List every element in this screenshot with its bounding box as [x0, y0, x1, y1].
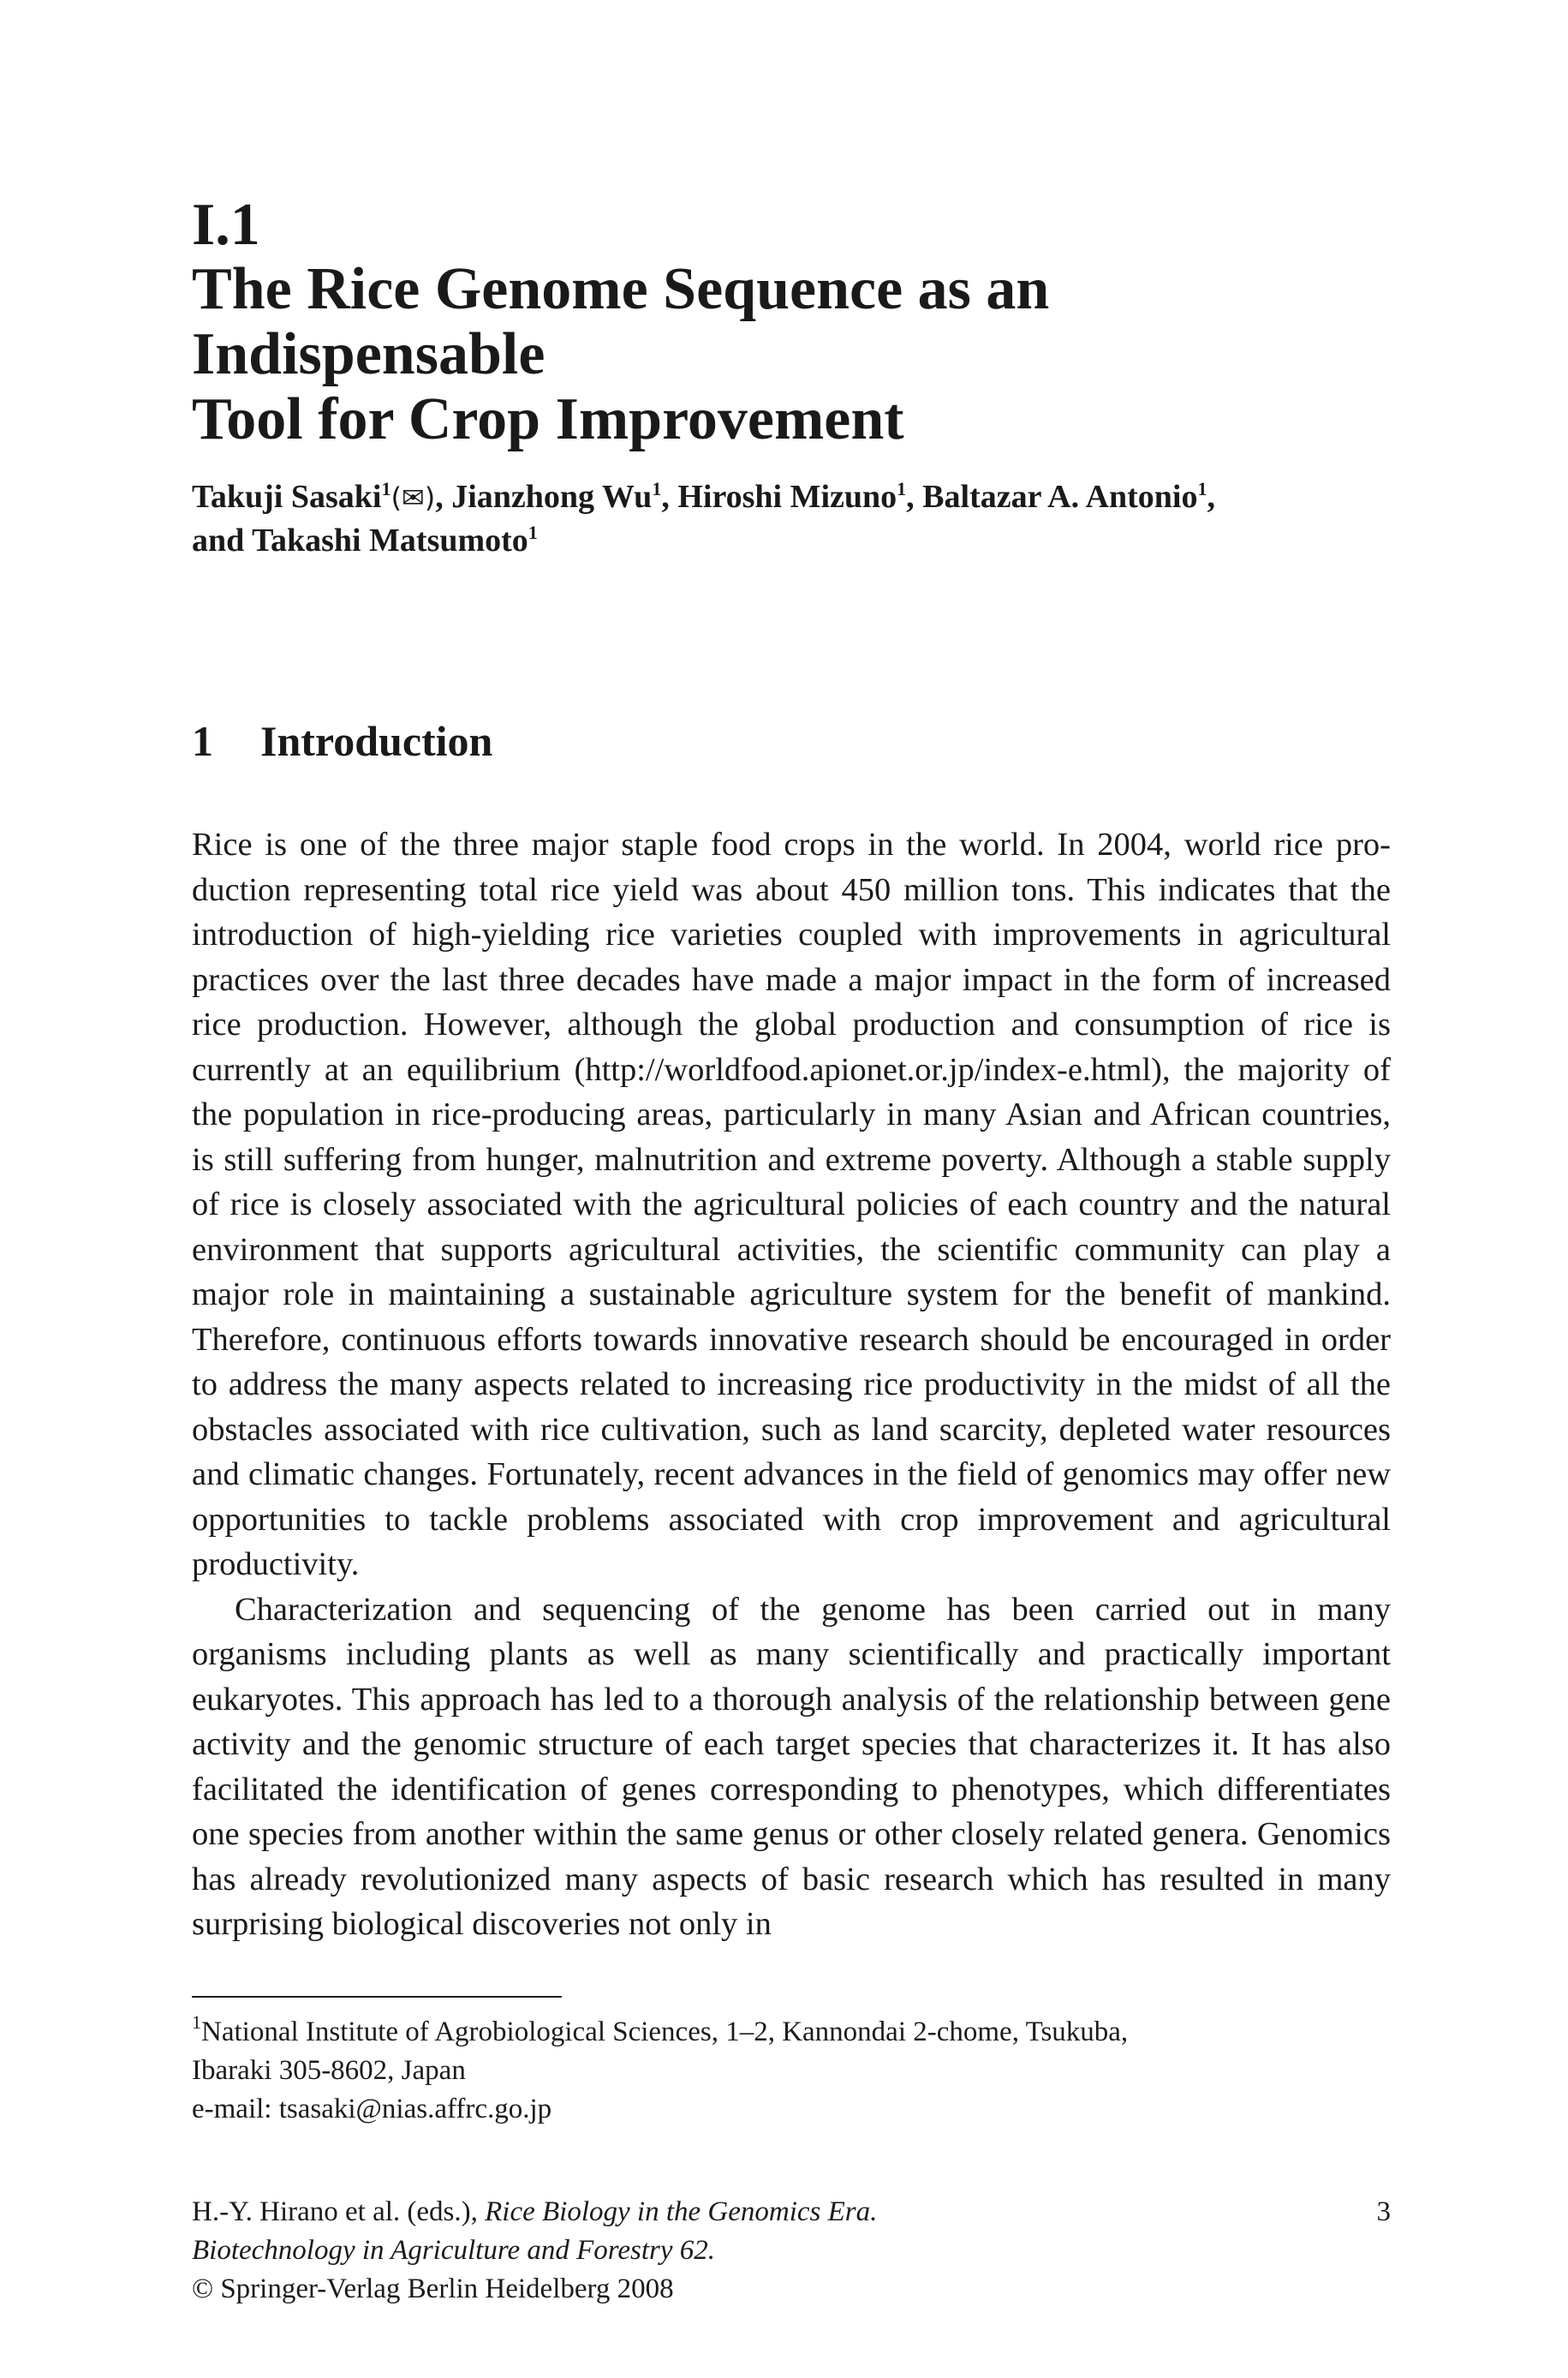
page-number: 3: [1376, 2196, 1391, 2227]
author-affiliation-mark: 1: [381, 478, 391, 499]
footnote-line: Ibaraki 305-8602, Japan: [192, 2055, 466, 2086]
section-title: Introduction: [260, 717, 493, 765]
citation-book-title: Rice Biology in the Genomics Era.: [485, 2196, 878, 2227]
footnote-email: e-mail: tsasaki@nias.affrc.go.jp: [192, 2094, 552, 2124]
citation-editors: H.-Y. Hirano et al. (eds.),: [192, 2196, 486, 2227]
footnote-affiliation: National Institute of Agrobiological Sciences, 1–2, Kannondai 2-chome, Tsukuba,: [201, 2017, 1129, 2047]
author-name: and Takashi Matsumoto: [192, 523, 528, 559]
section-heading: [192, 717, 493, 765]
citation-series-title: Biotechnology in Agriculture and Forestry 62.: [192, 2235, 716, 2266]
section-number: 1: [192, 717, 213, 765]
author-affiliation-mark: 1: [897, 478, 907, 499]
paragraph: Characterization and sequencing of the genome has been carried out in many organisms including plants as well as many scientifically and practically important eukaryotes. This approach has led to a thorough analysis of the relationship between gene activity and the genomic structure of each target species that characterizes it. It has also facilitated the identification of genes corresponding to phenotypes, which differentiates one species from another within the same genus or other closely related genera. Genomics has already revolutionized many aspects of basic research which has resulted in many surprising biological discoveries not only in: [192, 1591, 1391, 1942]
author-affiliation-mark: 1: [1197, 478, 1207, 499]
footnote-mark: 1: [192, 2011, 201, 2033]
citation-series: [192, 2232, 1391, 2270]
body-text: [192, 822, 1391, 1947]
author-name: Hiroshi Mizuno: [677, 479, 897, 515]
author-affiliation-mark: 1: [528, 522, 538, 543]
envelope-icon: (✉): [391, 481, 436, 514]
chapter-title-line-2: Tool for Crop Improvement: [192, 386, 904, 452]
citation-copyright: © Springer-Verlag Berlin Heidelberg 2008: [192, 2273, 674, 2304]
paragraph: Rice is one of the three major staple food crops in the world. In 2004, world rice production representing total rice yield was about 450 million tons. This indicates that the introduction of high-yielding rice varieties coupled with improvements in agricultural practices over the last three decades have made a major impact in the form of increased rice production. However, although the global production and consumption of rice is currently at an equilibrium (http://worldfood.apionet.or.jp/index-e.html), the majority of the population in rice-producing areas, particularly in many Asian and African countries, is still suffering from hunger, malnutrition and extreme poverty. Although a stable supply of rice is closely associated with the agricultural policies of each country and the natural environment that supports agricultural activities, the scientific community can play a major role in maintaining a sustainable agriculture system for the benefit of mankind. Therefore, continuous efforts towards innovative research should be encouraged in order to address the many aspects related to increasing rice productivity in the midst of all the obstacles associated with rice cultivation, such as land scarcity, depleted water resources and climatic changes. Fortunately, recent advances in the field of genomics may offer new opportunities to tackle problems associated with crop improvement and agricultural productivity.: [192, 827, 1391, 1582]
footnote: [192, 2013, 1391, 2129]
chapter-title: [192, 257, 1408, 452]
author-name: Takuji Sasaki: [192, 479, 382, 515]
author-list: Takuji Sasaki$^1$(✉), Jianzhong Wu$^1$, Hiroshi Mizuno$^1$, Baltazar A. Antonio$^1$, and Takashi Matsumoto$^1$: [192, 478, 1215, 559]
citation-row: [192, 2193, 1391, 2232]
citation-block: [192, 2193, 1391, 2309]
chapter-number: I.1: [192, 192, 260, 258]
footnote-line: [192, 2013, 1391, 2052]
author-name: Jianzhong Wu: [451, 479, 653, 515]
author-affiliation-mark: 1: [652, 478, 662, 499]
author-name: Baltazar A. Antonio: [922, 479, 1198, 515]
citation-editors-line: [192, 2193, 877, 2232]
footnote-divider: [192, 1996, 562, 1998]
chapter-title-line-1: The Rice Genome Sequence as an Indispensable: [192, 256, 1050, 387]
